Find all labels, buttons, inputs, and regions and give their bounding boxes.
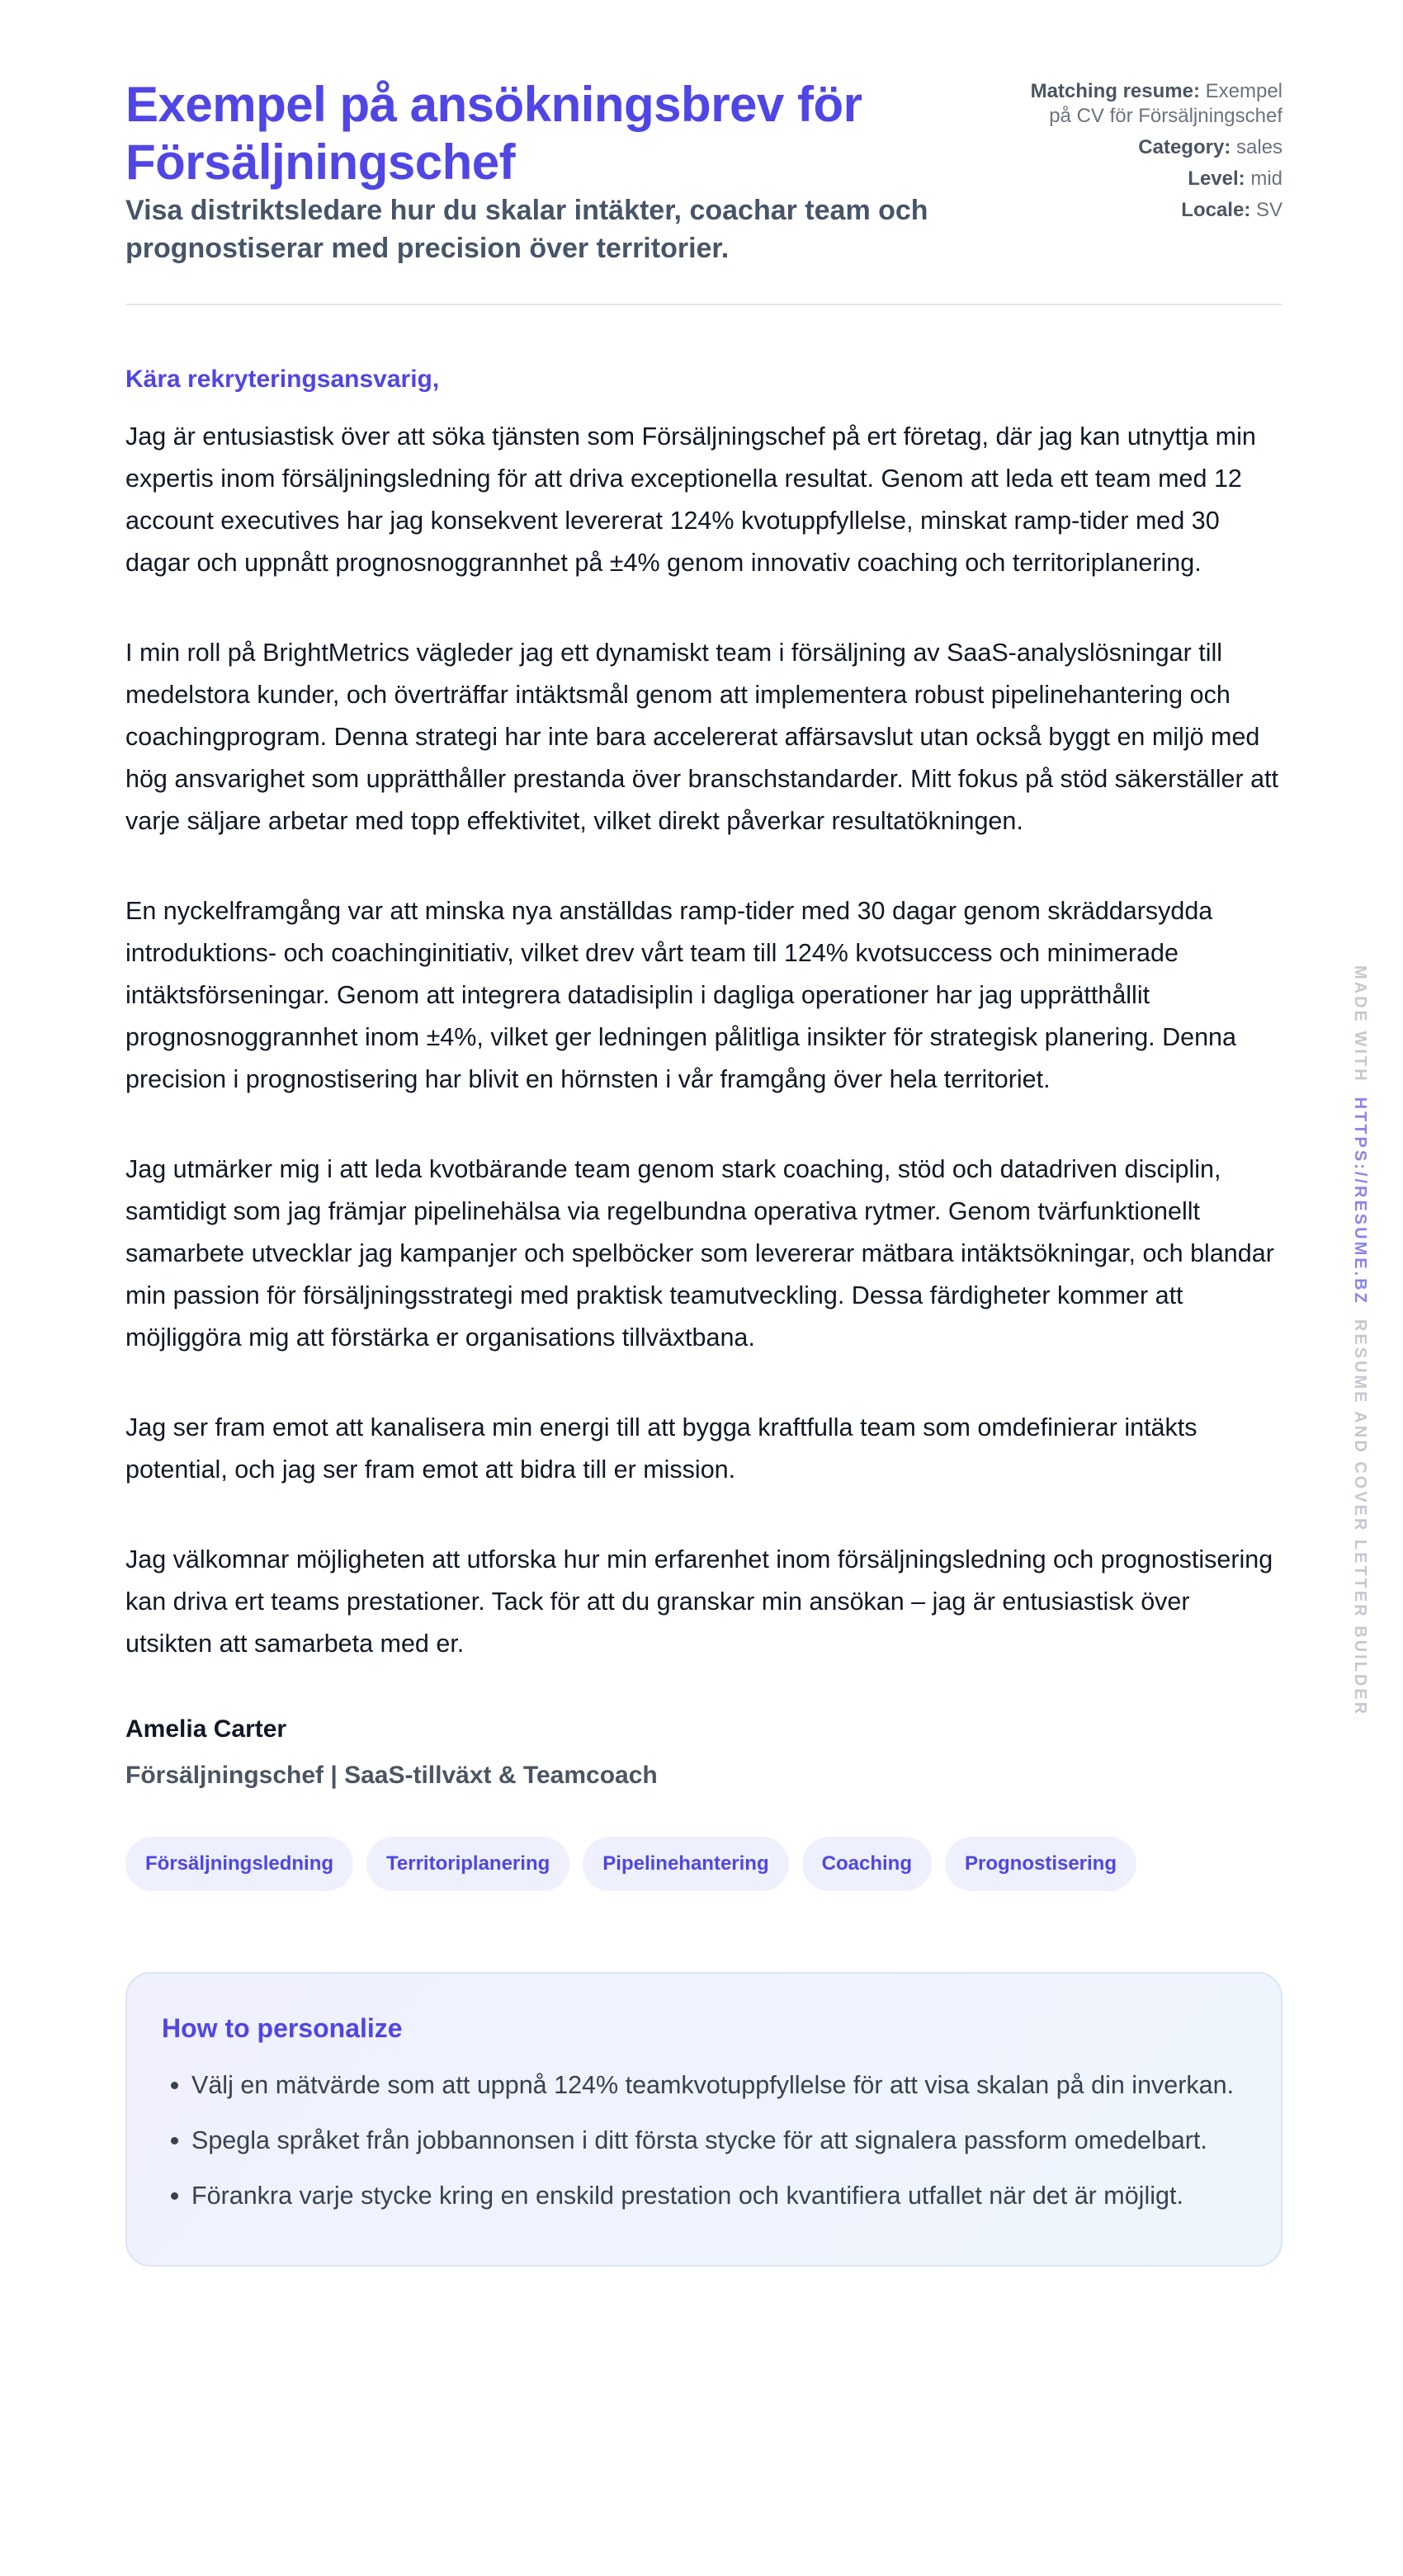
- tip-item: • Spegla språket från jobbannonsen i ditt första stycke för att signalera passform omedelbart.: [191, 2120, 1246, 2162]
- letter-paragraph: Jag är entusiastisk över att söka tjänsten som Försäljningschef på ert företag, där jag kan utnyttja min expertis inom försäljningsledning för att driva exceptionella resultat. Genom att leda ett team med 12 account executives har jag konsekvent levererat 124% kvotuppfyllelse, minskat ramp-tider med 30 dagar och uppnått prognosnoggrannhet på ±4% genom innovativ coaching och territoriplanering.: [125, 422, 1256, 577]
- meta-level: [1010, 167, 1283, 191]
- skill-tag[interactable]: Pipelinehantering: [583, 1837, 788, 1891]
- skill-tag[interactable]: Territoriplanering: [366, 1837, 569, 1891]
- meta-matching-resume: [1010, 79, 1283, 129]
- meta-matching-resume-value[interactable]: Exempel på CV för Försäljningschef: [1049, 80, 1283, 127]
- letter-paragraph: Jag välkomnar möjligheten att utforska hur min erfarenhet inom försäljningsledning och prognostisering kan driva ert teams prestationer. Tack för att du granskar min ansökan – jag är entusiastisk över utsikten att samarbeta med er.: [125, 1545, 1273, 1658]
- skill-tag[interactable]: Coaching: [802, 1837, 932, 1891]
- meta-category-value: sales: [1235, 136, 1283, 158]
- page-header: [125, 0, 1283, 305]
- skill-tag[interactable]: Prognostisering: [945, 1837, 1136, 1891]
- signature-name: Amelia Carter: [125, 1715, 287, 1743]
- meta-category-label: Category:: [1138, 136, 1231, 158]
- meta-locale-value: SV: [1255, 199, 1283, 221]
- meta-level-value: mid: [1250, 167, 1283, 190]
- meta-info: [1010, 79, 1283, 229]
- made-with-sidebar: [1351, 965, 1369, 1717]
- letter-body: [125, 416, 1283, 1665]
- skill-tag[interactable]: Försäljningsledning: [125, 1837, 353, 1891]
- made-with-suffix: RESUME AND COVER LETTER BUILDER: [1351, 1319, 1369, 1717]
- letter-greeting: Kära rekryteringsansvarig,: [125, 366, 440, 393]
- skill-tags: [125, 1837, 1283, 1891]
- meta-locale: [1010, 198, 1283, 223]
- made-with-text: [1351, 965, 1369, 1717]
- meta-level-label: Level:: [1188, 167, 1245, 190]
- page-title: Exempel på ansökningsbrev för Försäljningschef: [125, 77, 862, 190]
- made-with-prefix: MADE WITH: [1351, 965, 1369, 1083]
- letter-paragraph: Jag utmärker mig i att leda kvotbärande team genom stark coaching, stöd och datadriven disciplin, samtidigt som jag främjar pipelinehälsa via regelbundna operativa rytmer. Genom tvärfunktionellt samarbete utvecklar jag kampanjer och spelböcker som levererar mätbara intäktsökningar, och blandar min passion för försäljningsstrategi med praktisk teamutveckling. Dessa färdigheter kommer att möjliggöra mig att förstärka er organisations tillväxtbana.: [125, 1155, 1274, 1352]
- letter-paragraph: I min roll på BrightMetrics vägleder jag ett dynamiskt team i försäljning av SaaS-analyslösningar till medelstora kunder, och överträffar intäktsmål genom att implementera robust pipelinehantering och coachingprogram. Denna strategi har inte bara accelererat affärsavslut utan också byggt en miljö med hög ansvarighet som upprätthåller prestanda över branschstandarder. Mitt fokus på stöd säkerställer att varje säljare arbetar med topp effektivitet, vilket direkt påverkar resultatökningen.: [125, 639, 1278, 835]
- signature-title: Försäljningschef | SaaS-tillväxt & Teamcoach: [125, 1762, 658, 1789]
- meta-matching-resume-label: Matching resume:: [1030, 80, 1200, 102]
- made-with-link[interactable]: HTTPS://RESUME.BZ: [1351, 1097, 1369, 1305]
- letter-paragraph: Jag ser fram emot att kanalisera min energi till att bygga kraftfulla team som omdefinierar intäkts potential, och jag ser fram emot att bidra till er mission.: [125, 1413, 1198, 1484]
- page-subtitle: Visa distriktsledare hur du skalar intäkter, coachar team och prognostiserar med precision över territorier.: [125, 195, 928, 264]
- tips-list: [162, 2064, 1246, 2217]
- tips-heading: How to personalize: [162, 2013, 403, 2043]
- personalize-tips-box: [125, 1972, 1283, 2267]
- cover-letter-page: [125, 0, 1283, 2267]
- letter-paragraph: En nyckelframgång var att minska nya anställdas ramp-tider med 30 dagar genom skräddarsydda introduktions- och coachinginitiativ, vilket drev vårt team till 124% kvotsuccess och minimerade intäktsförseningar. Genom att integrera datadisiplin i dagliga operationer har jag upprätthållit prognosnoggrannhet inom ±4%, vilket ger ledningen pålitliga insikter för strategisk planering. Denna precision i prognostisering har blivit en hörnsten i vår framgång över hela territoriet.: [125, 897, 1236, 1093]
- meta-category: [1010, 135, 1283, 160]
- tip-item: • Välj en mätvärde som att uppnå 124% teamkvotuppfyllelse för att visa skalan på din inverkan.: [191, 2064, 1246, 2107]
- meta-locale-label: Locale:: [1181, 199, 1251, 221]
- tip-item: • Förankra varje stycke kring en enskild prestation och kvantifiera utfallet när det är möjligt.: [191, 2175, 1246, 2217]
